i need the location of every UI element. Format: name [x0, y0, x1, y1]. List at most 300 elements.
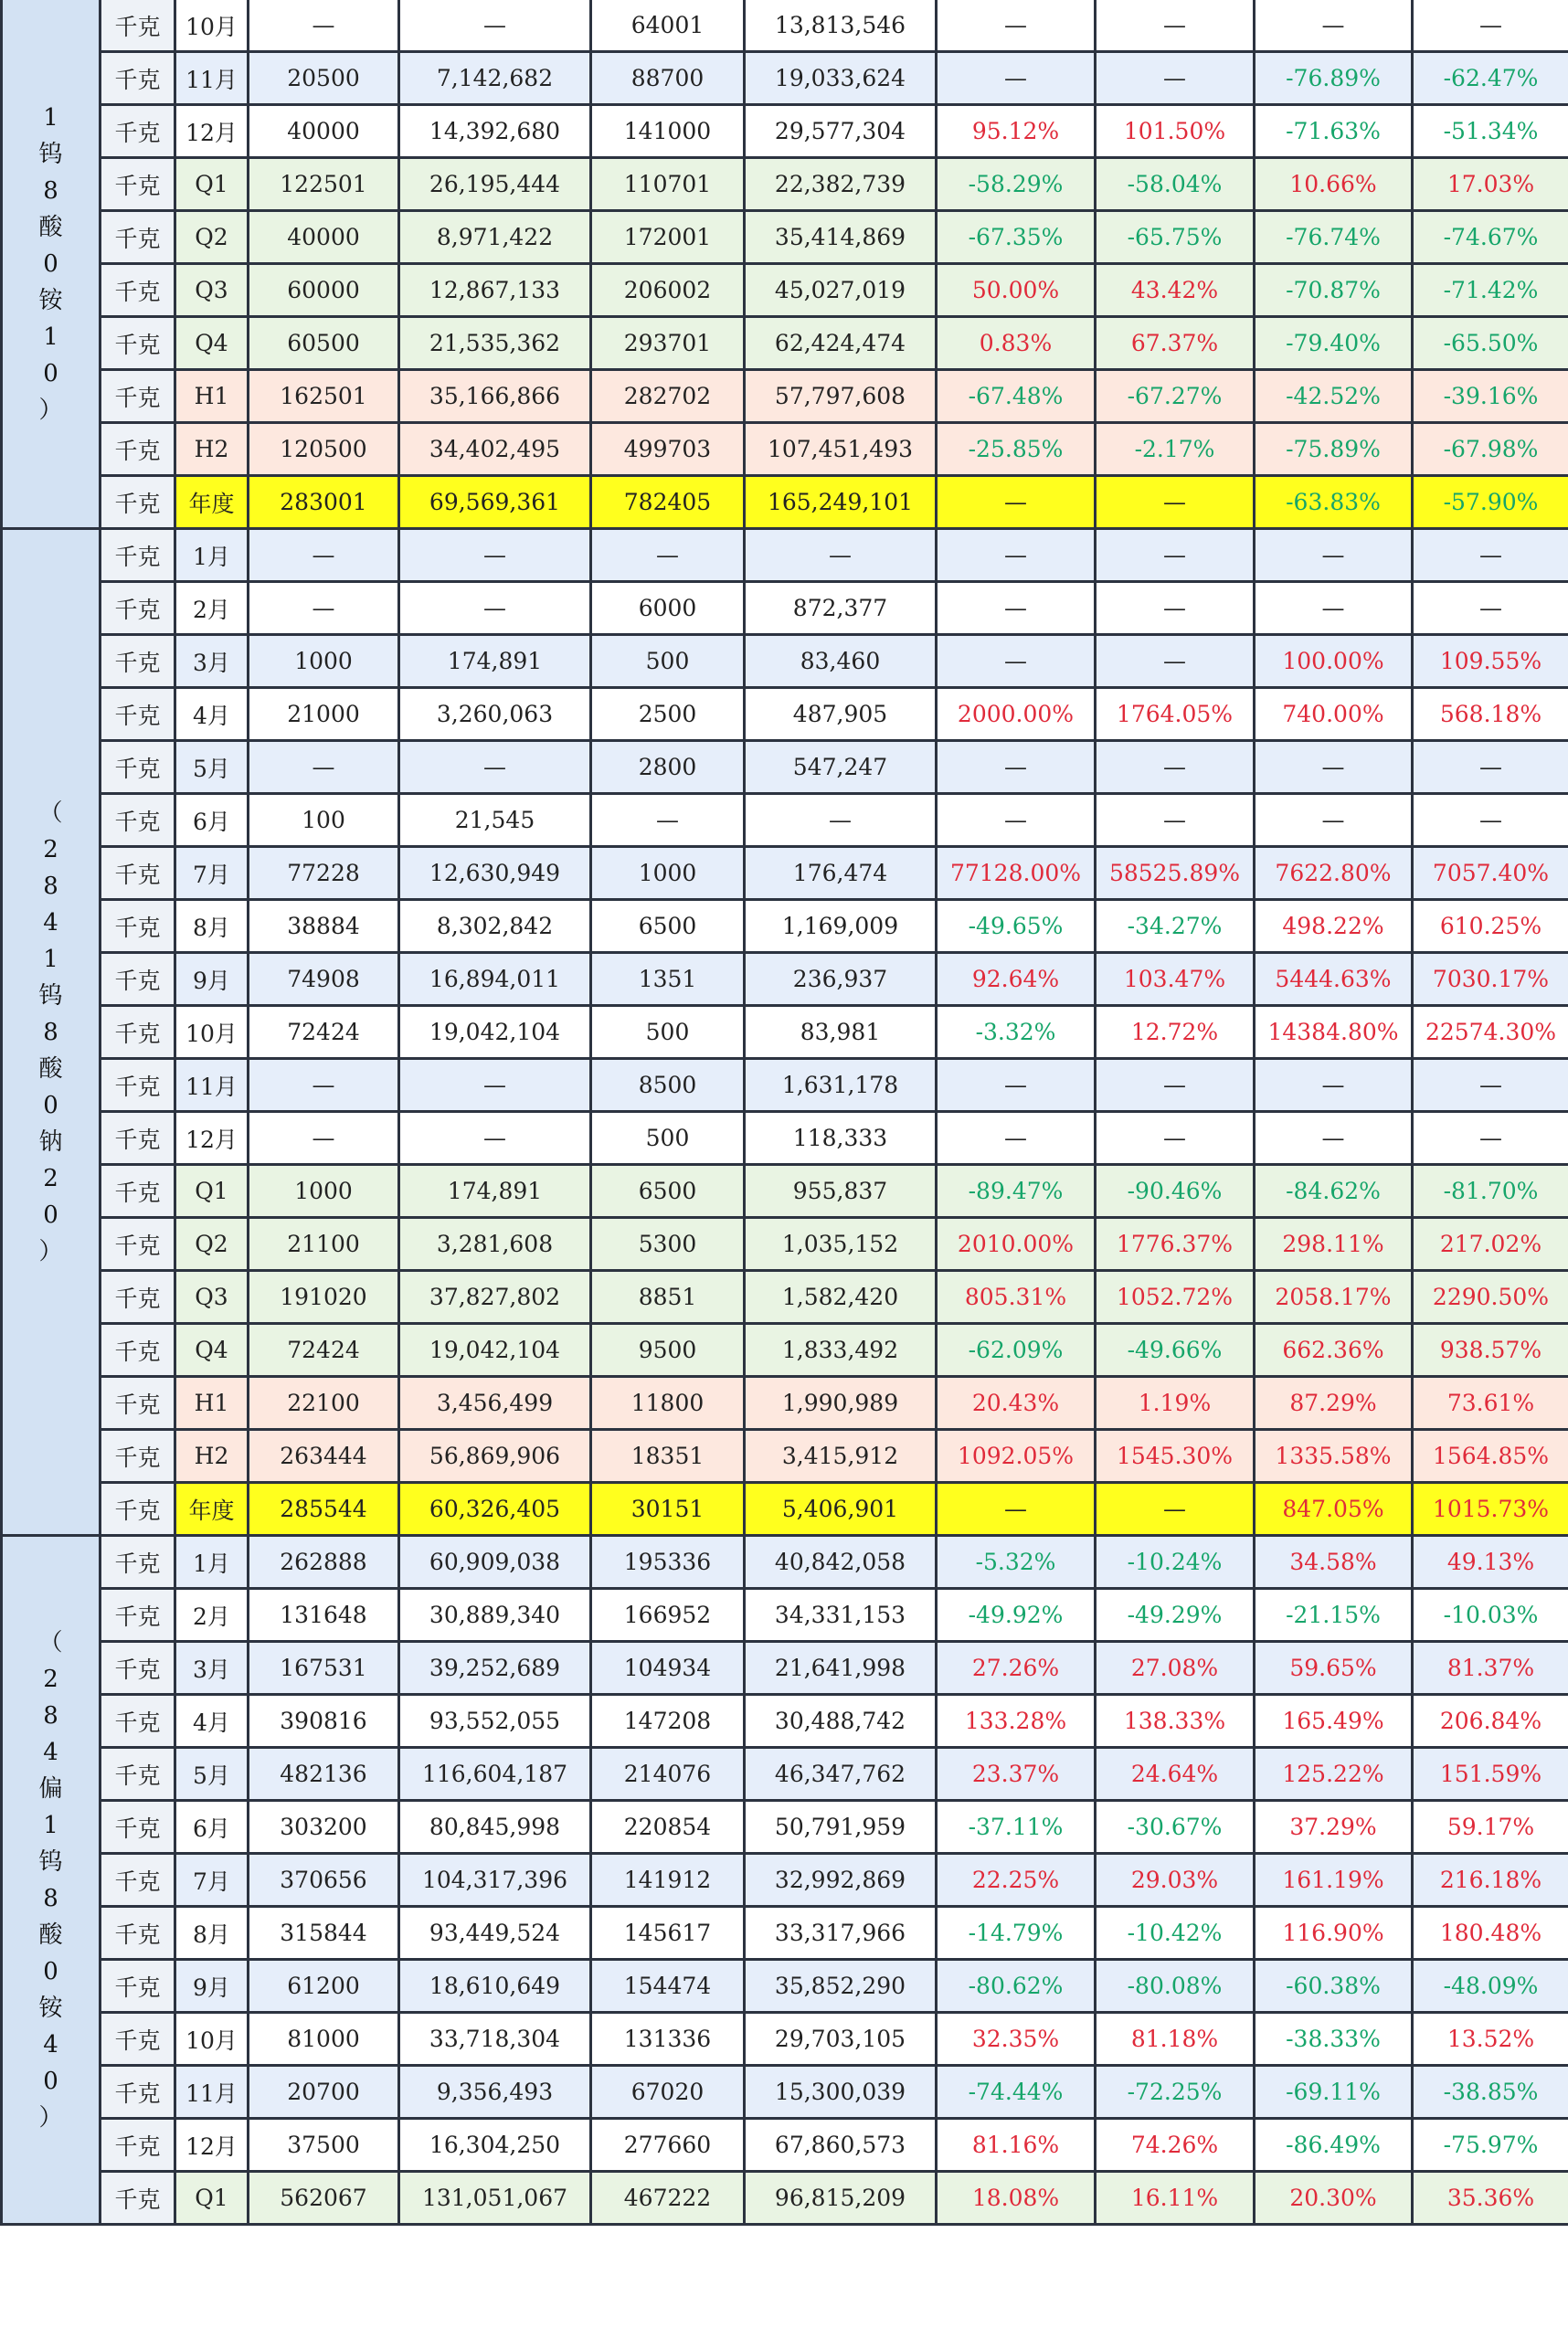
quantity-cell: 61200 — [249, 1960, 399, 2013]
yoy-qty-change-cell: — — [1255, 1112, 1413, 1165]
value-cell: 21,535,362 — [399, 317, 591, 370]
prev-value-cell: — — [745, 794, 937, 847]
value-cell: 3,456,499 — [399, 1377, 591, 1430]
mom-value-change-cell: 101.50% — [1096, 105, 1255, 158]
prev-value-cell: 1,582,420 — [745, 1271, 937, 1324]
yoy-value-change-cell: 151.59% — [1413, 1748, 1568, 1801]
mom-qty-change-cell: -58.29% — [937, 158, 1096, 211]
prev-value-cell: 3,415,912 — [745, 1430, 937, 1483]
prev-quantity-cell: 499703 — [591, 423, 745, 476]
value-cell: — — [399, 741, 591, 794]
mom-value-change-cell: — — [1096, 794, 1255, 847]
unit-cell: 千克 — [101, 953, 175, 1006]
prev-value-cell: — — [745, 529, 937, 582]
value-cell: 8,971,422 — [399, 211, 591, 264]
period-cell: Q1 — [175, 1165, 249, 1218]
table-row — [2, 635, 1568, 688]
period-cell: 6月 — [175, 1801, 249, 1854]
period-cell: 11月 — [175, 2066, 249, 2119]
value-cell: 12,867,133 — [399, 264, 591, 317]
product-group-char: 钨 — [38, 1847, 63, 1876]
quantity-cell: — — [249, 741, 399, 794]
value-cell: 26,195,444 — [399, 158, 591, 211]
yoy-qty-change-cell: 37.29% — [1255, 1801, 1413, 1854]
yoy-value-change-cell: — — [1413, 529, 1568, 582]
yoy-qty-change-cell: 100.00% — [1255, 635, 1413, 688]
mom-qty-change-cell: -89.47% — [937, 1165, 1096, 1218]
yoy-qty-change-cell: 498.22% — [1255, 900, 1413, 953]
value-cell: — — [399, 582, 591, 635]
prev-quantity-cell: 88700 — [591, 52, 745, 105]
prev-value-cell: 1,990,989 — [745, 1377, 937, 1430]
mom-value-change-cell: — — [1096, 0, 1255, 52]
mom-value-change-cell: -58.04% — [1096, 158, 1255, 211]
quantity-cell: 191020 — [249, 1271, 399, 1324]
quantity-cell: 72424 — [249, 1324, 399, 1377]
mom-qty-change-cell: — — [937, 0, 1096, 52]
prev-quantity-cell: 6500 — [591, 900, 745, 953]
value-cell: 93,449,524 — [399, 1907, 591, 1960]
prev-value-cell: 21,641,998 — [745, 1642, 937, 1695]
table-row — [2, 2013, 1568, 2066]
value-cell: 7,142,682 — [399, 52, 591, 105]
mom-qty-change-cell: -67.48% — [937, 370, 1096, 423]
unit-cell: 千克 — [101, 1218, 175, 1271]
yoy-value-change-cell: 7057.40% — [1413, 847, 1568, 900]
value-cell: 30,889,340 — [399, 1589, 591, 1642]
mom-qty-change-cell: 50.00% — [937, 264, 1096, 317]
yoy-qty-change-cell: -75.89% — [1255, 423, 1413, 476]
prev-quantity-cell: 9500 — [591, 1324, 745, 1377]
table-row — [2, 1801, 1568, 1854]
value-cell: 131,051,067 — [399, 2172, 591, 2225]
value-cell: 104,317,396 — [399, 1854, 591, 1907]
quantity-cell: 482136 — [249, 1748, 399, 1801]
mom-value-change-cell: — — [1096, 741, 1255, 794]
prev-quantity-cell: 2800 — [591, 741, 745, 794]
mom-value-change-cell: -30.67% — [1096, 1801, 1255, 1854]
prev-quantity-cell: 206002 — [591, 264, 745, 317]
mom-value-change-cell: 24.64% — [1096, 1748, 1255, 1801]
prev-value-cell: 67,860,573 — [745, 2119, 937, 2172]
yoy-value-change-cell: — — [1413, 1112, 1568, 1165]
table-row — [2, 1483, 1568, 1536]
table-row — [2, 529, 1568, 582]
yoy-value-change-cell: 7030.17% — [1413, 953, 1568, 1006]
prev-value-cell: 107,451,493 — [745, 423, 937, 476]
mom-qty-change-cell: 32.35% — [937, 2013, 1096, 2066]
quantity-cell: 60000 — [249, 264, 399, 317]
quantity-cell: — — [249, 1059, 399, 1112]
product-group-char: 4 — [43, 2030, 58, 2059]
mom-qty-change-cell: — — [937, 529, 1096, 582]
prev-quantity-cell: 782405 — [591, 476, 745, 529]
mom-qty-change-cell: 23.37% — [937, 1748, 1096, 1801]
prev-quantity-cell: 141912 — [591, 1854, 745, 1907]
product-group-char: 8 — [43, 1884, 58, 1912]
product-group-char: 钨 — [38, 140, 63, 168]
value-cell: 14,392,680 — [399, 105, 591, 158]
mom-qty-change-cell: — — [937, 582, 1096, 635]
unit-cell: 千克 — [101, 1748, 175, 1801]
yoy-value-change-cell: -74.67% — [1413, 211, 1568, 264]
quantity-cell: 74908 — [249, 953, 399, 1006]
quantity-cell: 21000 — [249, 688, 399, 741]
unit-cell: 千克 — [101, 158, 175, 211]
mom-qty-change-cell: -3.32% — [937, 1006, 1096, 1059]
mom-value-change-cell: — — [1096, 635, 1255, 688]
unit-cell: 千克 — [101, 52, 175, 105]
quantity-cell: 38884 — [249, 900, 399, 953]
period-cell: 8月 — [175, 900, 249, 953]
prev-value-cell: 32,992,869 — [745, 1854, 937, 1907]
mom-value-change-cell: -2.17% — [1096, 423, 1255, 476]
prev-quantity-cell: 172001 — [591, 211, 745, 264]
mom-qty-change-cell: 2010.00% — [937, 1218, 1096, 1271]
value-cell: 39,252,689 — [399, 1642, 591, 1695]
quantity-cell: 303200 — [249, 1801, 399, 1854]
mom-qty-change-cell: — — [937, 476, 1096, 529]
yoy-qty-change-cell: 116.90% — [1255, 1907, 1413, 1960]
period-cell: 11月 — [175, 52, 249, 105]
unit-cell: 千克 — [101, 1589, 175, 1642]
value-cell: — — [399, 1059, 591, 1112]
prev-quantity-cell: 154474 — [591, 1960, 745, 2013]
product-group-char: 钠 — [38, 1127, 63, 1156]
yoy-qty-change-cell: 298.11% — [1255, 1218, 1413, 1271]
unit-cell: 千克 — [101, 2066, 175, 2119]
mom-value-change-cell: -72.25% — [1096, 2066, 1255, 2119]
quantity-cell: 81000 — [249, 2013, 399, 2066]
mom-value-change-cell: 1.19% — [1096, 1377, 1255, 1430]
period-cell: 5月 — [175, 741, 249, 794]
quantity-cell: 390816 — [249, 1695, 399, 1748]
product-group-char: 1 — [43, 945, 58, 973]
prev-quantity-cell: 195336 — [591, 1536, 745, 1589]
quantity-cell: 21100 — [249, 1218, 399, 1271]
yoy-qty-change-cell: 34.58% — [1255, 1536, 1413, 1589]
yoy-qty-change-cell: 662.36% — [1255, 1324, 1413, 1377]
table-row — [2, 2066, 1568, 2119]
prev-value-cell: 1,631,178 — [745, 1059, 937, 1112]
mom-value-change-cell: -49.66% — [1096, 1324, 1255, 1377]
yoy-qty-change-cell: -63.83% — [1255, 476, 1413, 529]
mom-qty-change-cell: 18.08% — [937, 2172, 1096, 2225]
product-group-char: 1 — [43, 103, 58, 132]
period-cell: 8月 — [175, 1907, 249, 1960]
table-row — [2, 2119, 1568, 2172]
mom-value-change-cell: 16.11% — [1096, 2172, 1255, 2225]
mom-value-change-cell: 29.03% — [1096, 1854, 1255, 1907]
prev-quantity-cell: 64001 — [591, 0, 745, 52]
quantity-cell: 283001 — [249, 476, 399, 529]
prev-value-cell: 50,791,959 — [745, 1801, 937, 1854]
value-cell: 16,304,250 — [399, 2119, 591, 2172]
mom-value-change-cell: — — [1096, 1112, 1255, 1165]
product-group-char: 钨 — [38, 981, 63, 1010]
product-group-char: 8 — [43, 872, 58, 900]
unit-cell: 千克 — [101, 1165, 175, 1218]
mom-value-change-cell: 67.37% — [1096, 317, 1255, 370]
yoy-qty-change-cell: -42.52% — [1255, 370, 1413, 423]
quantity-cell: 162501 — [249, 370, 399, 423]
prev-quantity-cell: — — [591, 794, 745, 847]
product-group-char: 酸 — [38, 1054, 63, 1083]
unit-cell: 千克 — [101, 1483, 175, 1536]
yoy-qty-change-cell: -79.40% — [1255, 317, 1413, 370]
period-cell: 7月 — [175, 1854, 249, 1907]
period-cell: 年度 — [175, 1483, 249, 1536]
mom-qty-change-cell: -25.85% — [937, 423, 1096, 476]
prev-value-cell: 176,474 — [745, 847, 937, 900]
product-group-char: 0 — [43, 1201, 58, 1229]
yoy-qty-change-cell: -71.63% — [1255, 105, 1413, 158]
yoy-value-change-cell: 81.37% — [1413, 1642, 1568, 1695]
mom-value-change-cell: -34.27% — [1096, 900, 1255, 953]
period-cell: 年度 — [175, 476, 249, 529]
mom-qty-change-cell: -5.32% — [937, 1536, 1096, 1589]
unit-cell: 千克 — [101, 741, 175, 794]
prev-quantity-cell: 500 — [591, 1006, 745, 1059]
yoy-value-change-cell: 610.25% — [1413, 900, 1568, 953]
value-cell: 174,891 — [399, 1165, 591, 1218]
period-cell: 4月 — [175, 688, 249, 741]
prev-value-cell: 33,317,966 — [745, 1907, 937, 1960]
prev-quantity-cell: 30151 — [591, 1483, 745, 1536]
product-group-char: 铵 — [38, 286, 63, 314]
product-group-char: 0 — [43, 359, 58, 387]
unit-cell: 千克 — [101, 847, 175, 900]
mom-qty-change-cell: — — [937, 1059, 1096, 1112]
yoy-value-change-cell: -62.47% — [1413, 52, 1568, 105]
table-row — [2, 2172, 1568, 2225]
prev-quantity-cell: 500 — [591, 1112, 745, 1165]
quantity-cell: 100 — [249, 794, 399, 847]
yoy-value-change-cell: 1015.73% — [1413, 1483, 1568, 1536]
period-cell: 5月 — [175, 1748, 249, 1801]
yoy-value-change-cell: -81.70% — [1413, 1165, 1568, 1218]
prev-value-cell: 29,703,105 — [745, 2013, 937, 2066]
yoy-qty-change-cell: 125.22% — [1255, 1748, 1413, 1801]
period-cell: H2 — [175, 423, 249, 476]
mom-value-change-cell: — — [1096, 52, 1255, 105]
value-cell: — — [399, 529, 591, 582]
prev-value-cell: 40,842,058 — [745, 1536, 937, 1589]
prev-quantity-cell: 6500 — [591, 1165, 745, 1218]
mom-value-change-cell: — — [1096, 582, 1255, 635]
table-row — [2, 264, 1568, 317]
period-cell: 7月 — [175, 847, 249, 900]
yoy-qty-change-cell: 165.49% — [1255, 1695, 1413, 1748]
quantity-cell: 263444 — [249, 1430, 399, 1483]
period-cell: Q1 — [175, 2172, 249, 2225]
unit-cell: 千克 — [101, 1536, 175, 1589]
unit-cell: 千克 — [101, 1324, 175, 1377]
mom-qty-change-cell: 20.43% — [937, 1377, 1096, 1430]
mom-qty-change-cell: 22.25% — [937, 1854, 1096, 1907]
product-group-char: 酸 — [38, 1921, 63, 1949]
value-cell: 35,166,866 — [399, 370, 591, 423]
unit-cell: 千克 — [101, 900, 175, 953]
mom-qty-change-cell: -74.44% — [937, 2066, 1096, 2119]
yoy-value-change-cell: -51.34% — [1413, 105, 1568, 158]
mom-value-change-cell: -10.42% — [1096, 1907, 1255, 1960]
mom-value-change-cell: — — [1096, 529, 1255, 582]
mom-qty-change-cell: — — [937, 635, 1096, 688]
unit-cell: 千克 — [101, 1006, 175, 1059]
value-cell: 116,604,187 — [399, 1748, 591, 1801]
quantity-cell: 72424 — [249, 1006, 399, 1059]
table-row — [2, 476, 1568, 529]
mom-qty-change-cell: 92.64% — [937, 953, 1096, 1006]
table-row — [2, 953, 1568, 1006]
yoy-value-change-cell: 49.13% — [1413, 1536, 1568, 1589]
table-row — [2, 1218, 1568, 1271]
quantity-cell: 131648 — [249, 1589, 399, 1642]
table-row — [2, 370, 1568, 423]
yoy-value-change-cell: — — [1413, 582, 1568, 635]
table-row — [2, 1536, 1568, 1589]
yoy-qty-change-cell: 847.05% — [1255, 1483, 1413, 1536]
period-cell: Q2 — [175, 211, 249, 264]
yoy-qty-change-cell: 5444.63% — [1255, 953, 1413, 1006]
yoy-value-change-cell: 13.52% — [1413, 2013, 1568, 2066]
yoy-value-change-cell: -71.42% — [1413, 264, 1568, 317]
quantity-cell: 20700 — [249, 2066, 399, 2119]
yoy-qty-change-cell: — — [1255, 794, 1413, 847]
unit-cell: 千克 — [101, 529, 175, 582]
mom-qty-change-cell: 27.26% — [937, 1642, 1096, 1695]
unit-cell: 千克 — [101, 264, 175, 317]
prev-quantity-cell: 67020 — [591, 2066, 745, 2119]
yoy-value-change-cell: 17.03% — [1413, 158, 1568, 211]
quantity-cell: 77228 — [249, 847, 399, 900]
product-group-char: 0 — [43, 1091, 58, 1119]
value-cell: 3,281,608 — [399, 1218, 591, 1271]
yoy-qty-change-cell: -38.33% — [1255, 2013, 1413, 2066]
quantity-cell: 120500 — [249, 423, 399, 476]
value-cell: 19,042,104 — [399, 1324, 591, 1377]
period-cell: Q4 — [175, 1324, 249, 1377]
value-cell: 12,630,949 — [399, 847, 591, 900]
prev-value-cell: 96,815,209 — [745, 2172, 937, 2225]
yoy-value-change-cell: -57.90% — [1413, 476, 1568, 529]
mom-value-change-cell: — — [1096, 476, 1255, 529]
period-cell: H1 — [175, 370, 249, 423]
yoy-qty-change-cell: -60.38% — [1255, 1960, 1413, 2013]
prev-value-cell: 19,033,624 — [745, 52, 937, 105]
table-row — [2, 1165, 1568, 1218]
table-row — [2, 1748, 1568, 1801]
table-row — [2, 900, 1568, 953]
mom-value-change-cell: 138.33% — [1096, 1695, 1255, 1748]
period-cell: Q4 — [175, 317, 249, 370]
yoy-value-change-cell: -39.16% — [1413, 370, 1568, 423]
prev-value-cell: 46,347,762 — [745, 1748, 937, 1801]
yoy-value-change-cell: -38.85% — [1413, 2066, 1568, 2119]
mom-value-change-cell: -65.75% — [1096, 211, 1255, 264]
prev-value-cell: 5,406,901 — [745, 1483, 937, 1536]
value-cell: 37,827,802 — [399, 1271, 591, 1324]
yoy-value-change-cell: 180.48% — [1413, 1907, 1568, 1960]
product-group-char: 0 — [43, 1957, 58, 1985]
prev-value-cell: 29,577,304 — [745, 105, 937, 158]
unit-cell: 千克 — [101, 1801, 175, 1854]
unit-cell: 千克 — [101, 370, 175, 423]
mom-value-change-cell: — — [1096, 1059, 1255, 1112]
value-cell: 33,718,304 — [399, 2013, 591, 2066]
unit-cell: 千克 — [101, 635, 175, 688]
yoy-value-change-cell: 568.18% — [1413, 688, 1568, 741]
mom-qty-change-cell: -67.35% — [937, 211, 1096, 264]
table-row — [2, 582, 1568, 635]
mom-value-change-cell: -49.29% — [1096, 1589, 1255, 1642]
quantity-cell: 167531 — [249, 1642, 399, 1695]
period-cell: Q3 — [175, 1271, 249, 1324]
yoy-qty-change-cell: 161.19% — [1255, 1854, 1413, 1907]
unit-cell: 千克 — [101, 1907, 175, 1960]
prev-value-cell: 13,813,546 — [745, 0, 937, 52]
table-row — [2, 1059, 1568, 1112]
unit-cell: 千克 — [101, 794, 175, 847]
period-cell: 9月 — [175, 953, 249, 1006]
yoy-qty-change-cell: 7622.80% — [1255, 847, 1413, 900]
period-cell: 3月 — [175, 635, 249, 688]
period-cell: 12月 — [175, 2119, 249, 2172]
value-cell: 60,909,038 — [399, 1536, 591, 1589]
mom-qty-change-cell: — — [937, 1483, 1096, 1536]
unit-cell: 千克 — [101, 1642, 175, 1695]
value-cell: 21,545 — [399, 794, 591, 847]
unit-cell: 千克 — [101, 2013, 175, 2066]
period-cell: 2月 — [175, 1589, 249, 1642]
yoy-value-change-cell: — — [1413, 741, 1568, 794]
prev-value-cell: 236,937 — [745, 953, 937, 1006]
period-cell: 10月 — [175, 2013, 249, 2066]
unit-cell: 千克 — [101, 582, 175, 635]
table-row — [2, 52, 1568, 105]
yoy-qty-change-cell: -84.62% — [1255, 1165, 1413, 1218]
table-row — [2, 1430, 1568, 1483]
yoy-qty-change-cell: 740.00% — [1255, 688, 1413, 741]
yoy-value-change-cell: 59.17% — [1413, 1801, 1568, 1854]
unit-cell: 千克 — [101, 1271, 175, 1324]
product-group-label — [2, 1536, 101, 2225]
mom-value-change-cell: -90.46% — [1096, 1165, 1255, 1218]
prev-value-cell: 165,249,101 — [745, 476, 937, 529]
table-row — [2, 1006, 1568, 1059]
prev-quantity-cell: 110701 — [591, 158, 745, 211]
mom-value-change-cell: — — [1096, 1483, 1255, 1536]
yoy-value-change-cell: 109.55% — [1413, 635, 1568, 688]
unit-cell: 千克 — [101, 1377, 175, 1430]
prev-value-cell: 547,247 — [745, 741, 937, 794]
table-row — [2, 1377, 1568, 1430]
unit-cell: 千克 — [101, 1695, 175, 1748]
yoy-qty-change-cell: -86.49% — [1255, 2119, 1413, 2172]
yoy-qty-change-cell: — — [1255, 0, 1413, 52]
unit-cell: 千克 — [101, 105, 175, 158]
yoy-qty-change-cell: — — [1255, 582, 1413, 635]
quantity-cell: — — [249, 582, 399, 635]
mom-value-change-cell: 103.47% — [1096, 953, 1255, 1006]
yoy-qty-change-cell: 10.66% — [1255, 158, 1413, 211]
product-group-char: ） — [38, 1237, 63, 1265]
table-row — [2, 794, 1568, 847]
value-cell: 56,869,906 — [399, 1430, 591, 1483]
mom-value-change-cell: 27.08% — [1096, 1642, 1255, 1695]
yoy-qty-change-cell: 20.30% — [1255, 2172, 1413, 2225]
